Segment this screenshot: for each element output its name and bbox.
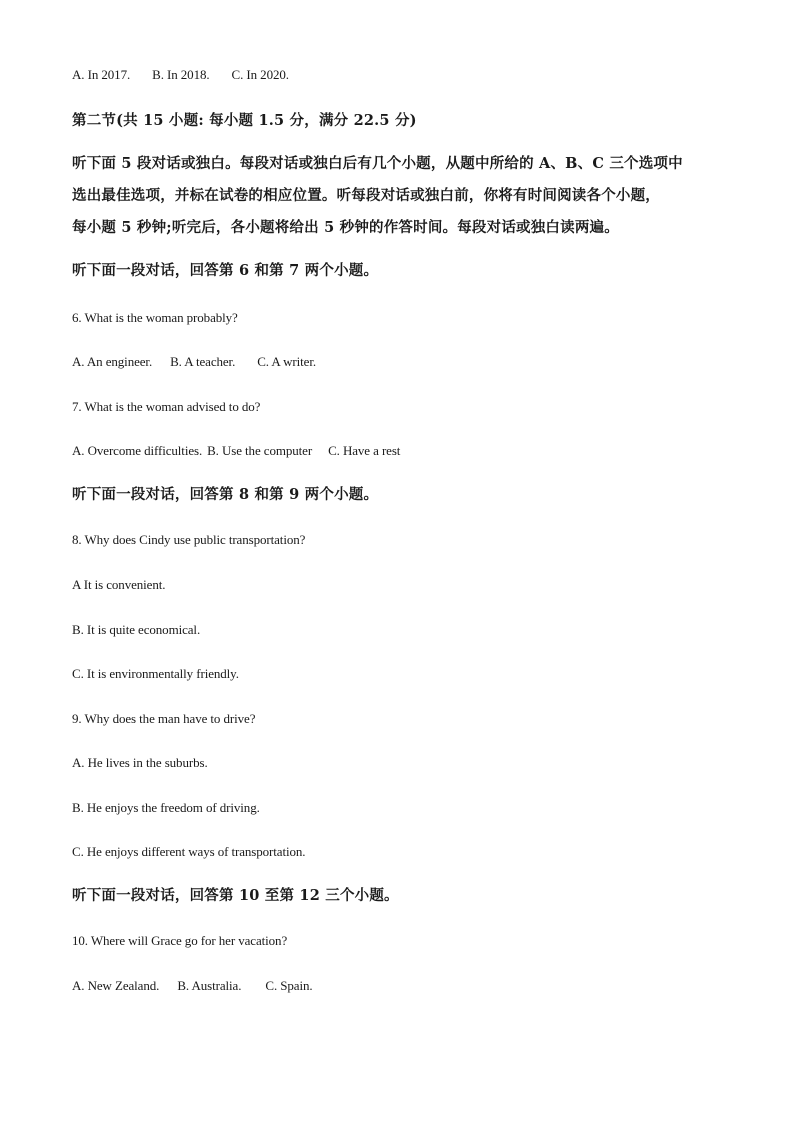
q8-option-c: C. It is environmentally friendly. — [72, 666, 239, 681]
q7-option-c: C. Have a rest — [328, 443, 401, 458]
q10-options-line — [72, 978, 313, 994]
dialog-heading-6-7: 听下面一段对话，回答第 6 和第 7 两个小题。 — [72, 262, 379, 279]
q9-option-c: C. He enjoys different ways of transportation. — [72, 844, 306, 859]
instructions-line-3: 每小题 5 秒钟;听完后，各小题将给出 5 秒钟的作答时间。每段对话或独白读两遍。 — [72, 219, 619, 236]
q6-options-line — [72, 354, 316, 370]
q8-option-b: B. It is quite economical. — [72, 622, 201, 637]
q8-option-a: A It is convenient. — [72, 577, 166, 592]
instructions-line-1: 听下面 5 段对话或独白。每段对话或独白后有几个小题，从题中所给的 A、B、C 三个选项中 — [72, 155, 683, 172]
q6-option-b: B. A teacher. — [170, 354, 236, 369]
q6-question: 6. What is the woman probably? — [72, 310, 238, 325]
q5-option-a: A. In 2017. — [72, 67, 131, 82]
q10-option-b: B. Australia. — [177, 978, 242, 993]
dialog-heading-10-12: 听下面一段对话，回答第 10 至第 12 三个小题。 — [72, 887, 399, 904]
section-heading: 第二节(共 15 小题: 每小题 1.5 分，满分 22.5 分) — [72, 112, 417, 129]
q7-options-line — [72, 443, 400, 459]
q9-option-a: A. He lives in the suburbs. — [72, 755, 208, 770]
q7-option-a: A. Overcome difficulties. — [72, 443, 203, 458]
q9-question: 9. Why does the man have to drive? — [72, 711, 256, 726]
dialog-heading-8-9: 听下面一段对话，回答第 8 和第 9 两个小题。 — [72, 486, 379, 503]
q10-option-c: C. Spain. — [265, 978, 313, 993]
q6-option-a: A. An engineer. — [72, 354, 153, 369]
q10-question: 10. Where will Grace go for her vacation? — [72, 933, 288, 948]
q7-option-b: B. Use the computer — [207, 443, 313, 458]
instructions-line-2: 选出最佳选项，并标在试卷的相应位置。听每段对话或独白前，你将有时间阅读各个小题， — [72, 187, 660, 204]
q5-option-c: C. In 2020. — [231, 67, 289, 82]
q10-option-a: A. New Zealand. — [72, 978, 160, 993]
q9-option-b: B. He enjoys the freedom of driving. — [72, 800, 260, 815]
q5-option-b: B. In 2018. — [152, 67, 210, 82]
q6-option-c: C. A writer. — [257, 354, 316, 369]
q7-question: 7. What is the woman advised to do? — [72, 399, 261, 414]
q8-question: 8. Why does Cindy use public transportation? — [72, 532, 306, 547]
q5-options-line — [72, 67, 289, 83]
